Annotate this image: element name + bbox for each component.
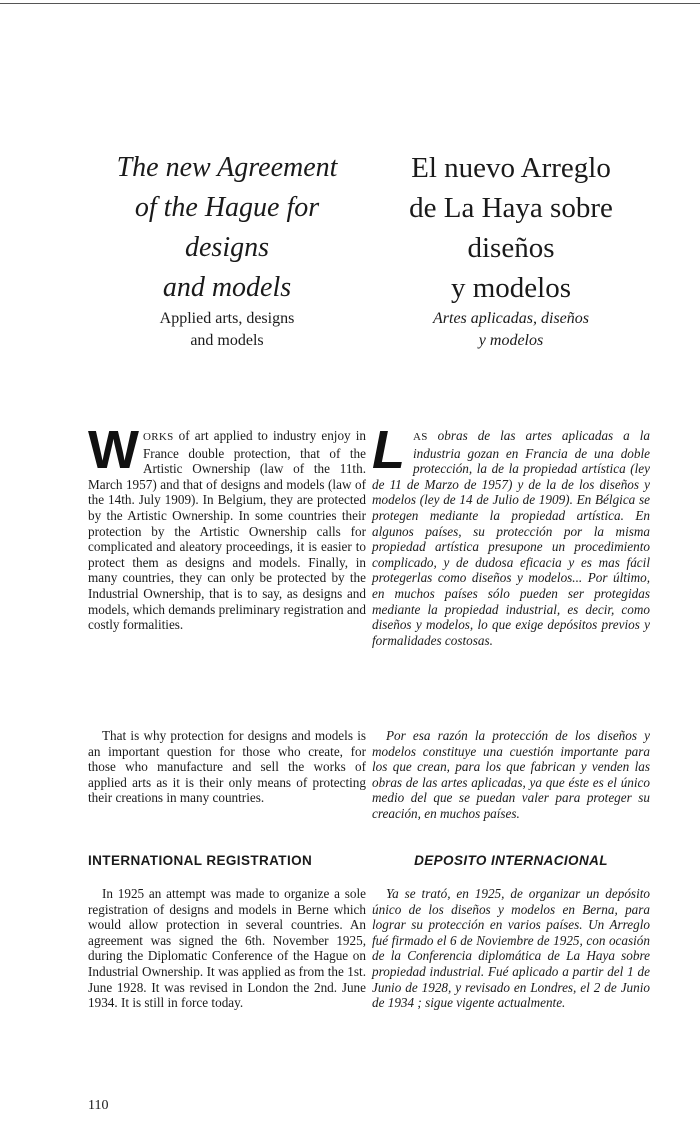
english-section-heading: INTERNATIONAL REGISTRATION bbox=[88, 853, 313, 868]
page-number: 110 bbox=[88, 1098, 109, 1113]
spanish-title-line: diseños bbox=[467, 232, 555, 264]
english-paragraph-1 bbox=[88, 420, 366, 708]
spanish-dropcap: L bbox=[372, 420, 405, 480]
spanish-title-line: y modelos bbox=[450, 272, 572, 304]
spanish-title-line: de La Haya sobre bbox=[409, 192, 613, 224]
spanish-paragraph-1-text: obras de las artes aplicadas a la industria gozan en Francia de una doble protección, la de la propiedad artística (ley de 11 de Marzo de 1957) y de la de los diseños y modelos (ley de 14 de Julio de 1909). En Bélgica se protegen mediante la propiedad artística. En algunos países, su protección por la misma propiedad artística presupone un procedimiento complicado, y de dudosa eficacia y es mas fácil protegerlas como diseños y modelos... Por último, en muchos países sólo pueden ser protegidas mediante la propiedad industrial, es decir, como diseños y modelos, lo que exige depósitos previos y formalidades costosas. bbox=[372, 428, 650, 648]
english-title-line: and models bbox=[162, 272, 292, 303]
english-subtitle-line: Applied arts, designs bbox=[159, 310, 295, 327]
english-title-line: designs bbox=[185, 232, 269, 263]
english-subtitle bbox=[88, 308, 366, 428]
english-title bbox=[88, 148, 366, 308]
english-smallcaps-word: ORKS bbox=[142, 431, 174, 443]
english-column bbox=[88, 148, 366, 1011]
spanish-column bbox=[372, 148, 650, 1011]
top-rule bbox=[0, 3, 700, 4]
english-paragraph-2: That is why protection for designs and models is an important question for those who create, for those who manufacture and sell the works of applied arts as it is their only means of protecting their creations in many countries. bbox=[88, 728, 366, 806]
spanish-section-heading: DEPOSITO INTERNACIONAL bbox=[414, 853, 608, 868]
spanish-subtitle-line: y modelos bbox=[478, 332, 544, 349]
spanish-paragraph-1 bbox=[372, 420, 650, 708]
spanish-smallcaps-word: AS bbox=[413, 431, 428, 443]
spanish-paragraph-2: Por esa razón la protección de los diseños y modelos constituye una cuestión importante para los que crean, para los que fabrican y venden las obras de las artes aplicadas, ya que éste es el único medio del que se puedan valer para proteger su creación, en muchos países. bbox=[372, 728, 650, 821]
english-paragraph-3: In 1925 an attempt was made to organize a sole registration of designs and models in Berne which would allow protection in several countries. An agreement was signed the 6th. November 1925, during the Diplomatic Conference of the Hague on Industrial Ownership. It was applied as from the 1st. June 1928. It was revised in London the 2nd. June 1934. It is still in force today. bbox=[88, 886, 366, 1011]
english-dropcap: W bbox=[88, 420, 139, 480]
english-title-line: The new Agreement bbox=[116, 152, 338, 183]
spanish-subtitle bbox=[372, 308, 650, 428]
english-subtitle-line: and models bbox=[190, 332, 264, 349]
spanish-paragraph-3: Ya se trató, en 1925, de organizar un depósito único de los diseños y modelos en Berna, para lograr su protección en varios países. Un Arreglo fué firmado el 6 de Noviembre de 1925, con ocasión de la Conferencia diplomática de La Haya sobre propiedad industrial. Fué aplicado a partir del 1 de Junio de 1928, y revisado en Londres, el 2 de Junio de 1934 ; sigue vigente actualmente. bbox=[372, 886, 650, 1011]
spanish-title bbox=[372, 148, 650, 308]
english-paragraph-1-text: of art applied to industry enjoy in France double protection, that of the Artistic Ownership (law of the 11th. March 1957) and that of designs and models (law of the 14th. July 1909). In Belgium, they are protected by the Artistic Ownership. In some countries their protection by the Artistic Ownership calls for complicated and aleatory proceedings, it is easier to protect them as designs and models. Finally, in many countries, they can only be protected by the Industrial Ownership, that is to say, as designs and models, which demands preliminary registration and costly formalities. bbox=[88, 428, 366, 633]
english-title-line: of the Hague for bbox=[134, 192, 320, 223]
spanish-title-line: El nuevo Arreglo bbox=[411, 152, 611, 184]
spanish-subtitle-line: Artes aplicadas, diseños bbox=[433, 310, 589, 327]
